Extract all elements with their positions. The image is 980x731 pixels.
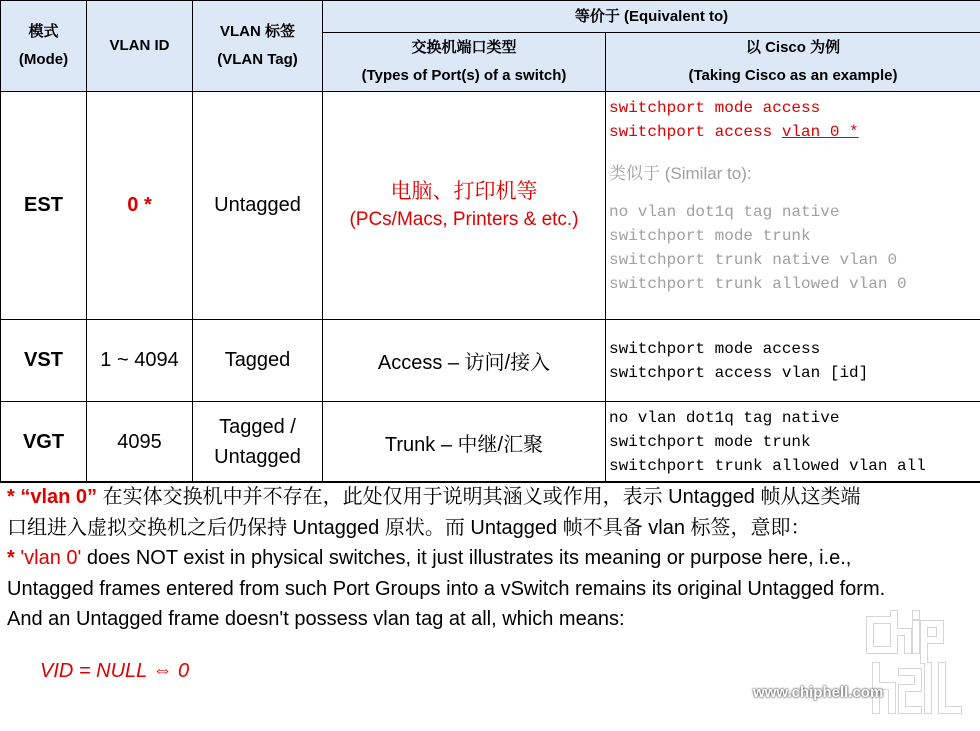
note-zh-line2: 口组进入虚拟交换机之后仍保持 Untagged 原状。而 Untagged 帧不具备 vlan 标签，意即： [0,513,980,544]
note-zh-quote: “vlan 0” [20,486,97,508]
vid-formula: VID = NULL ⇔ 0 [40,660,189,683]
cisco-est-cmd2-prefix: switchport access [609,123,782,141]
chiphell-logo [862,610,972,720]
vlan-tag-vgt [193,402,323,483]
header-port-type-zh: 交换机端口类型 [323,34,605,62]
note-zh-star: * [7,486,20,508]
note-en-line3: And an Untagged frame doesn't possess vlan tag at all, which means: [0,604,980,635]
header-mode [1,1,87,92]
port-type-vst: Access – 访问/接入 [323,320,606,402]
vlan-id-vst: 1 ~ 4094 [87,320,193,402]
table-row-vgt [1,402,980,483]
header-vlan-tag [193,1,323,92]
cisco-est-cmd2 [609,120,980,144]
note-zh-line1 [0,482,980,513]
table-row-est [1,92,980,320]
port-type-vgt: Trunk – 中继/汇聚 [323,402,606,483]
cisco-est-cmd2-vlan: vlan 0 * [782,123,859,141]
note-en-line1-text: does NOT exist in physical switches, it just illustrates its meaning or purpose here, i.e., [81,547,851,569]
header-vlan-tag-en: (VLAN Tag) [193,46,322,74]
port-type-est [323,92,606,320]
port-type-est-zh: 电脑、打印机等 [323,178,605,206]
header-cisco-en: (Taking Cisco as an example) [606,62,980,90]
table-row-vst [1,320,980,402]
vlan-tag-vgt-2: Untagged [193,442,322,472]
cisco-est-sim-2: switchport mode trunk [609,224,980,248]
note-en-quote: 'vlan 0' [20,547,81,569]
mode-vgt: VGT [1,402,87,483]
header-vlan-id [87,1,193,92]
header-vlan-tag-zh: VLAN 标签 [193,18,322,46]
header-port-type-en: (Types of Port(s) of a switch) [323,62,605,90]
cisco-est-sim-1: no vlan dot1q tag native [609,200,980,224]
header-cisco [606,33,980,92]
cisco-vgt-cmd1: no vlan dot1q tag native [609,406,980,430]
cisco-est-cmd1: switchport mode access [609,96,980,120]
header-equivalent [323,1,980,33]
cisco-est-sim-3: switchport trunk native vlan 0 [609,248,980,272]
note-en-line2: Untagged frames entered from such Port Groups into a vSwitch remains its original Untagged form. [0,574,980,605]
note-zh-line1-text: 在实体交换机中并不存在，此处仅用于说明其涵义或作用，表示 Untagged 帧从这类端 [97,486,860,508]
mode-est: EST [1,92,87,320]
vlan-tag-est: Untagged [193,92,323,320]
header-mode-en: (Mode) [1,46,86,74]
note-en-line1 [0,543,980,574]
header-mode-zh: 模式 [1,18,86,46]
header-vlan-id-label: VLAN ID [87,32,192,60]
cisco-est [606,92,980,320]
note-en-star: * [7,547,20,569]
cisco-est-similar: 类似于 (Similar to): [609,162,980,186]
cisco-est-sim-4: switchport trunk allowed vlan 0 [609,272,980,296]
vlan-tag-vgt-1: Tagged / [193,412,322,442]
vlan-tag-vst: Tagged [193,320,323,402]
port-type-est-en: (PCs/Macs, Printers & etc.) [323,206,605,234]
watermark-url: www.chiphell.com [753,684,883,701]
cisco-vgt-cmd3: switchport trunk allowed vlan all [609,454,980,478]
cisco-vgt [606,402,980,483]
cisco-vgt-cmd2: switchport mode trunk [609,430,980,454]
header-equivalent-label: 等价于 (Equivalent to) [323,2,980,32]
cisco-vst [606,320,980,402]
header-port-type [323,33,606,92]
cisco-vst-cmd1: switchport mode access [609,337,980,361]
vlan-id-est: 0 * [87,92,193,320]
mode-vst: VST [1,320,87,402]
vlan-id-vgt: 4095 [87,402,193,483]
cisco-vst-cmd2: switchport access vlan [id] [609,361,980,385]
header-cisco-zh: 以 Cisco 为例 [606,34,980,62]
